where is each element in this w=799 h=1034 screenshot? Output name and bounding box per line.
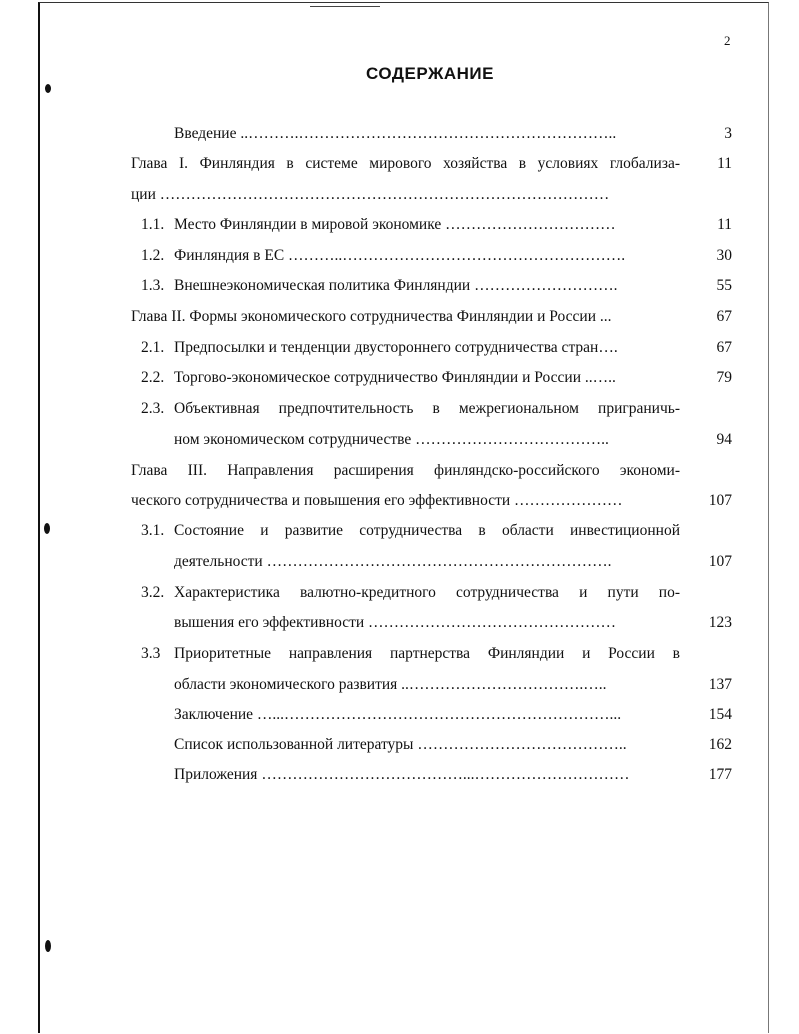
toc-entry-text: Внешнеэкономическая политика Финляндии ………………………. [174, 277, 618, 294]
toc-entry-text: ции …………………………………………………………………………… [131, 186, 610, 203]
toc-entry-chapter-3[interactable] [0, 460, 799, 482]
toc-entry-page: 94 [716, 431, 732, 448]
toc-entry-page: 3 [724, 125, 732, 142]
toc-entry-1-3[interactable] [0, 275, 799, 297]
toc-entry-text: деятельности …………………………………………………………. [174, 553, 612, 570]
toc-entry-chapter-2[interactable] [0, 306, 799, 328]
toc-entry-3-1[interactable] [0, 520, 799, 542]
toc-entry-1-1[interactable] [0, 214, 799, 236]
toc-entry-2-2[interactable] [0, 367, 799, 389]
toc-entry-text: Приоритетные направления партнерства Финляндии и России в [174, 645, 680, 662]
toc-entry-number: 2.1. [141, 339, 165, 356]
toc-entry-number: 2.3. [141, 400, 165, 417]
toc-entry-1-2[interactable] [0, 245, 799, 267]
toc-entry-number: 1.3. [141, 277, 165, 294]
page-title: СОДЕРЖАНИЕ [366, 64, 494, 83]
toc-entry-chapter-1-cont [0, 184, 799, 206]
binding-hole-mark [45, 940, 51, 952]
toc-entry-text: Объективная предпочтительность в межрегиональном приграничь- [174, 400, 680, 417]
toc-entry-text: Глава I. Финляндия в системе мирового хозяйства в условиях глобализа- [131, 155, 680, 172]
toc-entry-number: 3.2. [141, 584, 165, 601]
toc-entry-page: 11 [717, 216, 732, 233]
toc-entry-page: 123 [708, 614, 732, 631]
toc-entry-text: Финляндия в ЕС ………..………………………………………………. [174, 247, 626, 264]
toc-entry-page: 137 [708, 676, 732, 693]
toc-entry-3-2[interactable] [0, 582, 799, 604]
toc-entry-text: Характеристика валютно-кредитного сотрудничества и пути по- [174, 584, 680, 601]
toc-entry-3-3-cont [0, 674, 799, 696]
toc-entry-text: Место Финляндии в мировой экономике …………………………… [174, 216, 616, 233]
toc-entry-text: Список использованной литературы ………………………………….. [174, 736, 627, 753]
toc-entry-page: 67 [716, 339, 732, 356]
toc-entry-text: вышения его эффективности ………………………………………… [174, 614, 617, 631]
toc-entry-page: 30 [716, 247, 732, 264]
toc-entry-text: Приложения …………………………………...………………………… [174, 766, 630, 783]
toc-entry-number: 2.2. [141, 369, 165, 386]
toc-entry-text: Введение ..……….…………………………………………………….. [174, 125, 617, 142]
toc-entry-page: 154 [708, 706, 732, 723]
toc-entry-chapter-1[interactable] [0, 153, 799, 175]
toc-entry-text: Предпосылки и тенденции двустороннего сотрудничества стран…. [174, 339, 618, 356]
toc-entry-text: ческого сотрудничества и повышения его эффективности ………………… [131, 492, 623, 509]
toc-entry-3-1-cont [0, 551, 799, 573]
binding-hole-mark [45, 84, 51, 93]
toc-entry-text: области экономического развития ..…………………………….….. [174, 676, 607, 693]
scan-artifact [310, 6, 380, 7]
toc-entry-2-1[interactable] [0, 337, 799, 359]
toc-entry-page: 107 [708, 553, 732, 570]
toc-entry-number: 1.1. [141, 216, 165, 233]
toc-entry-text: ном экономическом сотрудничестве ……………………………….. [174, 431, 609, 448]
toc-entry-text: Глава III. Направления расширения финляндско-российского экономи- [131, 462, 680, 479]
toc-entry-3-3[interactable] [0, 643, 799, 665]
toc-entry-number: 3.3 [141, 645, 161, 662]
toc-entry-text: Состояние и развитие сотрудничества в области инвестиционной [174, 522, 680, 539]
toc-entry-page: 79 [716, 369, 732, 386]
toc-entry-page: 177 [708, 766, 732, 783]
toc-entry-3-2-cont [0, 612, 799, 634]
toc-entry-page: 11 [717, 155, 732, 172]
toc-entry-number: 1.2. [141, 247, 165, 264]
toc-entry-page: 67 [716, 308, 732, 325]
toc-entry-references[interactable] [0, 734, 799, 756]
toc-entry-text: Глава II. Формы экономического сотрудничества Финляндии и России ... [131, 308, 612, 325]
toc-entry-text: Торгово-экономическое сотрудничество Финляндии и России ..….. [174, 369, 616, 386]
toc-entry-page: 162 [708, 736, 732, 753]
toc-entry-2-3[interactable] [0, 398, 799, 420]
toc-entry-appendix[interactable] [0, 764, 799, 786]
toc-entry-page: 107 [708, 492, 732, 509]
page-number: 2 [724, 33, 731, 48]
toc-entry-chapter-3-cont [0, 490, 799, 512]
toc-entry-2-3-cont [0, 429, 799, 451]
toc-entry-text: Заключение …...………………………………………………………... [174, 706, 622, 723]
toc-entry-page: 55 [716, 277, 732, 294]
toc-entry-intro[interactable] [0, 123, 799, 145]
toc-entry-number: 3.1. [141, 522, 165, 539]
toc-entry-conclusion[interactable] [0, 704, 799, 726]
